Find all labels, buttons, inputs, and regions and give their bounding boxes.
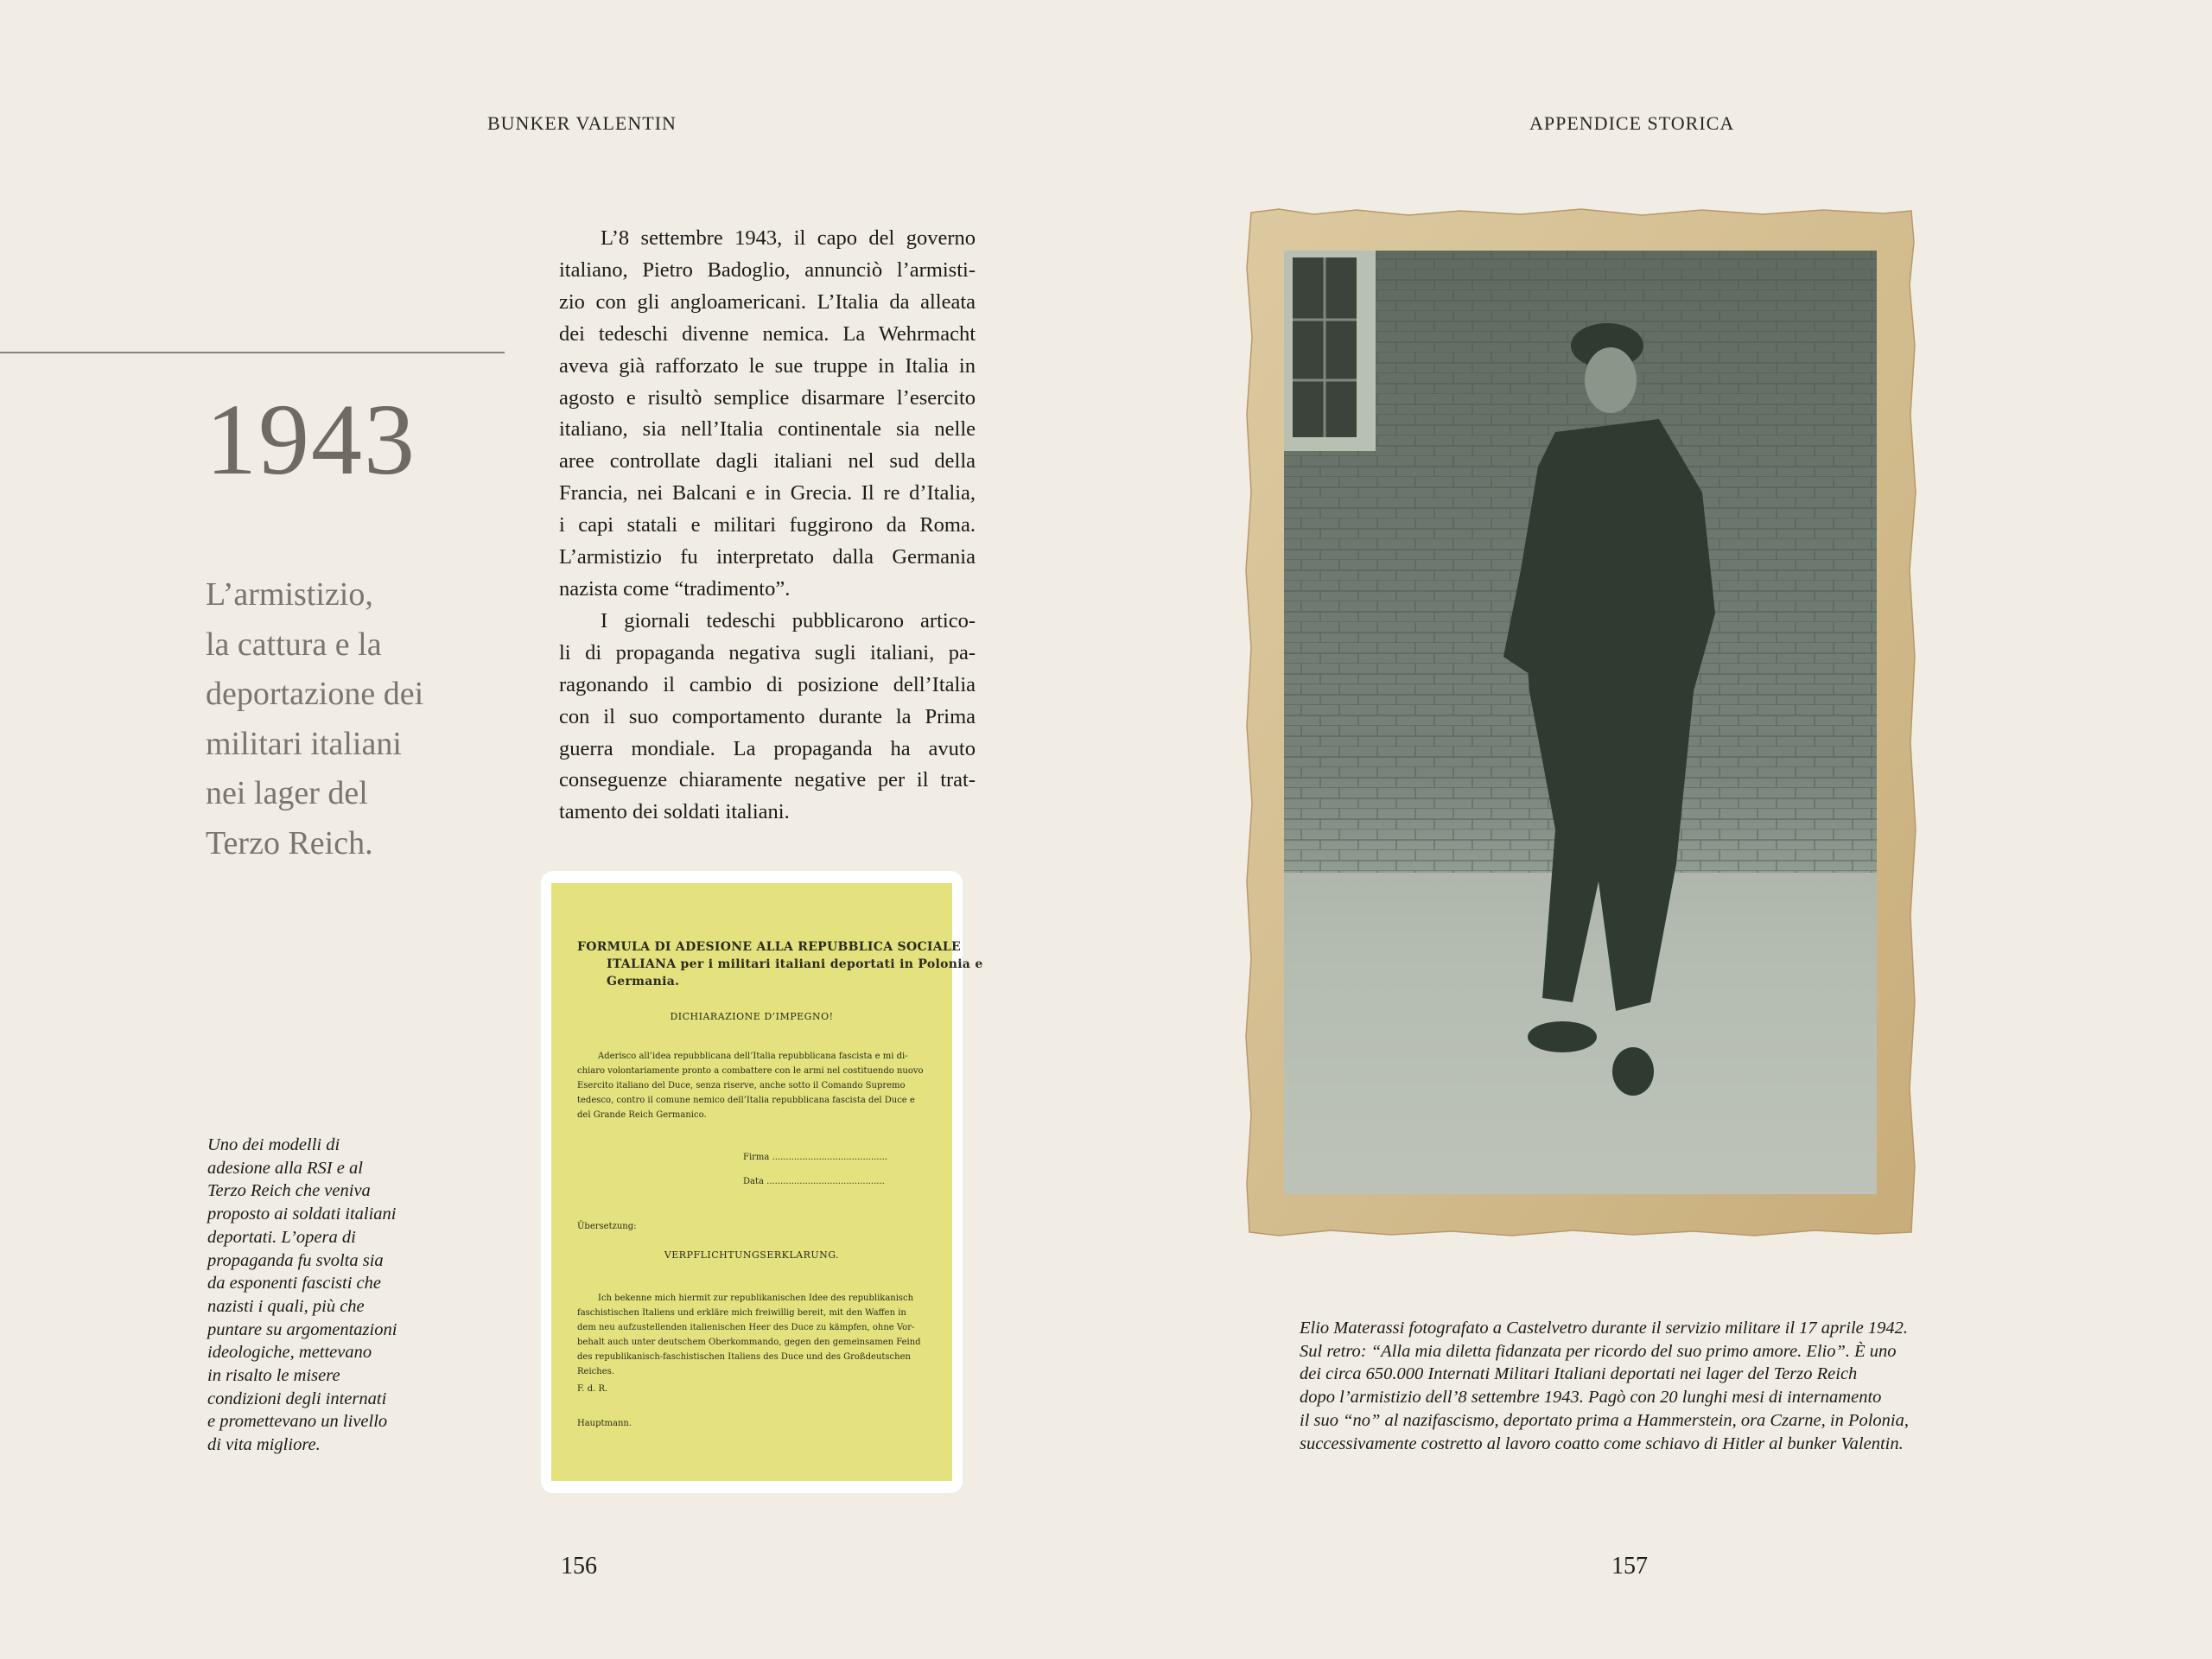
- photo-caption-line: Elio Materassi fotografato a Castelvetro durante il servizio militare il 17 aprile 1942.: [1300, 1319, 1908, 1338]
- form-signature-block: [743, 1146, 887, 1194]
- caption-line: condizioni degli internati: [207, 1389, 387, 1408]
- subtitle-line: Terzo Reich.: [206, 824, 373, 861]
- form-line: Ich bekenne mich hiermit zur republikanischen Idee des republikanisch: [598, 1294, 914, 1303]
- photo-caption-line: dopo l’armistizio dell’8 settembre 1943. Pagò con 20 lunghi mesi di internamento: [1300, 1388, 1882, 1408]
- body-text: [559, 223, 976, 829]
- form-footer-fdr: F. d. R.: [577, 1384, 608, 1394]
- form-line: Reiches.: [577, 1367, 614, 1376]
- subtitle-line: L’armistizio,: [206, 576, 373, 613]
- form-line: tedesco, contro il comune nemico dell’Italia repubblicana fascista del Duce e: [577, 1096, 915, 1105]
- caption-line: Uno dei modelli di: [207, 1135, 340, 1154]
- form-caption: [207, 1134, 423, 1457]
- caption-line: nazisti i quali, più che: [207, 1296, 365, 1316]
- running-head-left: BUNKER VALENTIN: [487, 112, 677, 134]
- form-title-line: FORMULA DI ADESIONE ALLA REPUBBLICA SOCIALE: [577, 940, 962, 954]
- subtitle-line: la cattura e la: [206, 626, 382, 663]
- caption-line: in risalto le misere: [207, 1366, 340, 1386]
- form-paragraph-german: [577, 1291, 933, 1379]
- body-line: agosto e risultò semplice disarmare l’esercito: [559, 385, 976, 410]
- body-line: con il suo comportamento durante la Prima: [559, 704, 976, 728]
- signature-line: Firma ..........................................: [743, 1153, 888, 1162]
- form-line: des republikanisch-faschistischen Italiens des Duce und des Großdeutschen: [577, 1352, 911, 1362]
- body-line: conseguenze chiaramente negative per il trat-: [559, 768, 976, 792]
- photo-caption-line: dei circa 650.000 Internati Militari Italiani deportati nei lager del Terzo Reich: [1300, 1364, 1858, 1384]
- caption-line: Terzo Reich che veniva: [207, 1181, 371, 1201]
- body-line: italiano, Pietro Badoglio, annunciò l’armisti-: [559, 257, 976, 282]
- body-line: I giornali tedeschi pubblicarono artico-: [601, 608, 976, 632]
- form-heading-italian: DICHIARAZIONE D’IMPEGNO!: [670, 1011, 834, 1022]
- adhesion-form-image: [541, 871, 983, 1493]
- body-line: L’armistizio fu interpretato dalla Germania: [559, 545, 976, 569]
- page-number-right: 157: [1611, 1553, 1648, 1580]
- subtitle-line: deportazione dei: [206, 676, 424, 712]
- body-line: zio con gli angloamericani. L’Italia da alleata: [559, 289, 976, 314]
- caption-line: puntare su argomentazioni: [207, 1319, 397, 1339]
- body-line: dei tedeschi divenne nemica. La Wehrmacht: [559, 321, 976, 346]
- photo-caption: [1300, 1317, 1939, 1455]
- form-title-line: Germania.: [607, 975, 680, 988]
- body-line: italiano, sia nell’Italia continentale sia nelle: [559, 417, 976, 442]
- body-line: aree controllate dagli italiani nel sud della: [559, 449, 976, 474]
- caption-line: ideologiche, mettevano: [207, 1343, 372, 1363]
- soldier-photo-svg: [1244, 207, 1916, 1237]
- body-line: nazista come “tradimento”.: [559, 576, 791, 601]
- form-line: Aderisco all’idea repubblicana dell’Italia repubblicana fascista e mi di-: [598, 1052, 908, 1061]
- body-line: li di propaganda negativa sugli italiani, pa-: [559, 640, 976, 664]
- page-number-left: 156: [561, 1553, 597, 1580]
- subtitle-line: nei lager del: [206, 775, 368, 811]
- caption-line: adesione alla RSI e al: [207, 1158, 363, 1178]
- form-title: [577, 938, 983, 990]
- body-line: i capi statali e militari fuggirono da Roma.: [559, 513, 976, 537]
- photo-caption-line: Sul retro: “Alla mia diletta fidanzata per ricordo del suo primo amore. Elio”. È uno: [1300, 1341, 1897, 1361]
- form-title-line: ITALIANA per i militari italiani deportati in Polonia e: [607, 957, 983, 971]
- vintage-soldier-photo: [1244, 207, 1916, 1237]
- body-line: aveva già rafforzato le sue truppe in Italia in: [559, 353, 976, 378]
- caption-line: deportati. L’opera di: [207, 1227, 356, 1247]
- form-line: behalt auch unter deutschem Oberkommando, gegen den gemeinsamen Feind: [577, 1338, 921, 1347]
- body-line: ragonando il cambio di posizione dell’Italia: [559, 672, 976, 696]
- body-line: Francia, nei Balcani e in Grecia. Il re d’Italia,: [559, 481, 976, 505]
- form-footer-rank: Hauptmann.: [577, 1419, 632, 1428]
- form-line: Esercito italiano del Duce, senza riserve, anche sotto il Comando Supremo: [577, 1081, 906, 1090]
- caption-line: di vita migliore.: [207, 1435, 321, 1455]
- form-line: del Grande Reich Germanico.: [577, 1110, 707, 1120]
- chapter-year: 1943: [206, 383, 416, 496]
- chapter-subtitle: [206, 570, 491, 868]
- subtitle-line: militari italiani: [206, 725, 402, 762]
- form-line: chiaro volontariamente pronto a combattere con le armi nel costituendo nuovo: [577, 1066, 924, 1076]
- form-paragraph-italian: [577, 1049, 933, 1122]
- photo-caption-line: il suo “no” al nazifascismo, deportato prima a Hammerstein, ora Czarne, in Polonia,: [1300, 1410, 1910, 1430]
- photo-caption-line: successivamente costretto al lavoro coatto come schiavo di Hitler al bunker Valentin.: [1300, 1433, 1904, 1453]
- caption-line: e promettevano un livello: [207, 1412, 388, 1432]
- caption-line: propaganda fu svolta sia: [207, 1250, 384, 1270]
- running-head-right: APPENDICE STORICA: [1529, 112, 1735, 134]
- section-rule: [0, 352, 505, 353]
- translation-label: Übersetzung:: [577, 1222, 637, 1231]
- form-heading-german: VERPFLICHTUNGSERKLARUNG.: [664, 1249, 840, 1261]
- body-line: tamento dei soldati italiani.: [559, 800, 790, 824]
- caption-line: da esponenti fascisti che: [207, 1274, 381, 1294]
- right-page: [1106, 0, 2212, 1659]
- body-line: L’8 settembre 1943, il capo del governo: [601, 226, 976, 250]
- form-line: dem neu aufzustellenden italienischen Heer des Duce zu kämpfen, ohne Vor-: [577, 1323, 915, 1332]
- form-line: faschistischen Italiens und erkläre mich freiwillig bereit, mit den Waffen in: [577, 1308, 906, 1318]
- form-paper: [551, 883, 983, 1481]
- body-line: guerra mondiale. La propaganda ha avuto: [559, 736, 976, 760]
- date-line: Data ...........................................: [743, 1177, 885, 1186]
- caption-line: proposto ai soldati italiani: [207, 1205, 397, 1224]
